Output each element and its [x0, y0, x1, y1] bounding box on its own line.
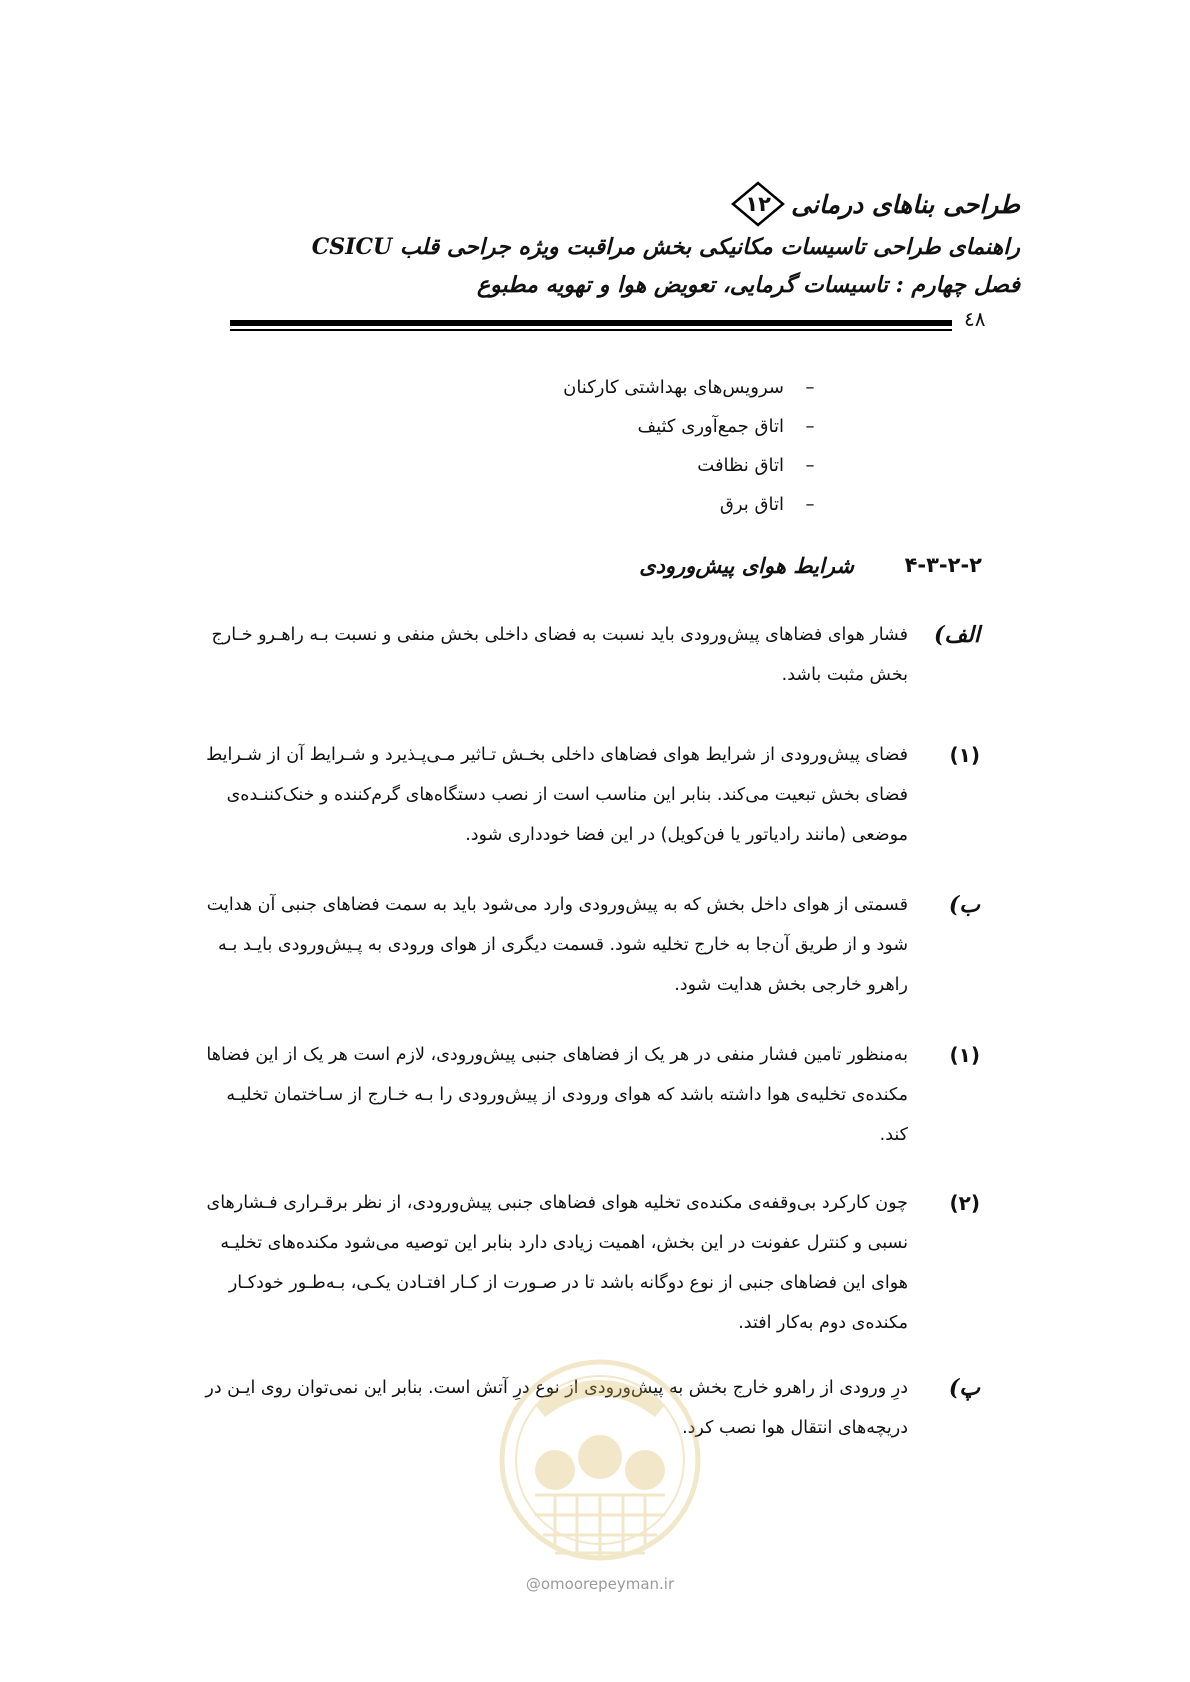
section-number: ۴-۳-۲-۲	[904, 553, 982, 577]
paragraph-text	[180, 885, 908, 1005]
text-line: فضای پیش‌ورودی از شرایط هوای فضاهای داخلی بخـش تـاثیر مـی‌پـذیرد و شـرایط آن از شـرایط	[206, 745, 908, 765]
series-number-badge	[731, 181, 785, 227]
text-line: درِ ورودی از راهرو خارج بخش به پیش‌ورودی از نوع درِ آتش است. بنابر این نمی‌توان روی ایـن در	[205, 1378, 908, 1398]
list-item-text: اتاق نظافت	[697, 455, 784, 476]
text-line: موضعی (مانند رادیاتور یا فن‌کویل) در این فضا خودداری شود.	[465, 825, 908, 845]
list-item	[400, 407, 830, 446]
paragraph-marker: ب)	[948, 892, 980, 918]
series-number: ۱۲	[745, 192, 771, 216]
paragraph-marker: (۱)	[949, 1043, 980, 1067]
list-item	[400, 368, 830, 407]
section-title: شرایط هوای پیش‌ورودی	[639, 552, 854, 578]
paragraph-marker: (۱)	[949, 743, 980, 767]
text-line: کند.	[879, 1125, 908, 1145]
text-line: قسمتی از هوای داخل بخش که به پیش‌ورودی وارد می‌شود باید به سمت فضاهای جنبی آن هدایت	[206, 895, 908, 915]
page-number: ٤٨	[964, 307, 986, 331]
watermark-logo-icon	[495, 1345, 705, 1575]
page-header	[230, 180, 1020, 304]
list-item-text: سرویس‌های بهداشتی کارکنان	[563, 377, 784, 398]
text-line: شود و از طریق آن‌جا به خارج تخلیه شود. قسمت دیگری از هوای ورودی به پـیش‌ورودی بایـد بـه	[218, 935, 908, 955]
list-item-text: اتاق جمع‌آوری کثیف	[637, 416, 784, 437]
text-line: راهرو خارجی بخش هدایت شود.	[674, 975, 908, 995]
series-title-row	[230, 180, 1020, 228]
paragraph-text	[180, 1035, 908, 1155]
text-line: مکنده‌ی تخلیه‌ی هوا داشته باشد که هوای ورودی از پیش‌ورودی را بـه خـارج از سـاختمان تخلیـه	[226, 1085, 908, 1105]
document-subtitle: راهنمای طراحی تاسیسات مکانیکی بخش مراقبت ویژه جراحی قلب CSICU	[311, 234, 1020, 260]
paragraph-be-1	[180, 1035, 980, 1155]
list-item	[400, 446, 830, 485]
text-line: مکنده‌ی دوم به‌کار افتد.	[738, 1313, 908, 1333]
text-line: بخش مثبت باشد.	[781, 665, 908, 685]
text-line: چون کارکرد بی‌وقفه‌ی مکنده‌ی تخلیه هوای فضاهای جنبی پیش‌ورودی، از نظر برقـراری فـشارهای	[206, 1193, 908, 1213]
header-rule	[230, 320, 952, 331]
paragraph-be-2	[180, 1183, 980, 1343]
paragraph-marker: (۲)	[949, 1191, 980, 1215]
series-title: طراحی بناهای درمانی	[791, 189, 1020, 219]
text-line: نسبی و کنترل عفونت در این بخش، اهمیت زیادی دارد بنابر این توصیه می‌شود مکنده‌های تخلیـه	[220, 1233, 908, 1253]
paragraph-alef-1	[180, 735, 980, 855]
paragraph-text	[180, 1183, 908, 1343]
paragraph-text	[180, 735, 908, 855]
bullet-dash: –	[805, 455, 815, 476]
watermark-text: @omoorepeyman.ir	[525, 1575, 675, 1593]
bullet-list	[400, 368, 830, 524]
paragraph-text	[180, 615, 908, 695]
text-line: دریچه‌های انتقال هوا نصب کرد.	[682, 1418, 908, 1438]
bullet-dash: –	[805, 416, 815, 437]
text-line: به‌منظور تامین فشار منفی در هر یک از فضاهای جنبی پیش‌ورودی، لازم است هر یک از این فضاها	[206, 1045, 908, 1065]
paragraph-marker: پ)	[948, 1375, 980, 1401]
paragraph-marker: الف)	[934, 622, 980, 648]
paragraph-alef	[180, 615, 980, 695]
list-item	[400, 485, 830, 524]
paragraph-be	[180, 885, 980, 1005]
text-line: فضای بخش تبعیت می‌کند. بنابر این مناسب است از نصب دستگاه‌های گرم‌کننده و خنک‌کننـده‌ی	[226, 785, 908, 805]
list-item-text: اتاق برق	[719, 494, 784, 515]
text-line: هوای این فضاهای جنبی از نوع دوگانه باشد تا در صـورت از کـار افتـادن یکـی، بـه‌طـور خودکـار	[228, 1273, 908, 1293]
bullet-dash: –	[805, 494, 815, 515]
section-heading	[230, 545, 982, 585]
chapter-title: فصل چهارم : تاسیسات گرمایی، تعویض هوا و تهویه مطبوع	[477, 272, 1020, 298]
bullet-dash: –	[805, 377, 815, 398]
text-line: فشار هوای فضاهای پیش‌ورودی باید نسبت به فضای داخلی بخش منفی و نسبت بـه راهـرو خـارج	[211, 625, 908, 645]
